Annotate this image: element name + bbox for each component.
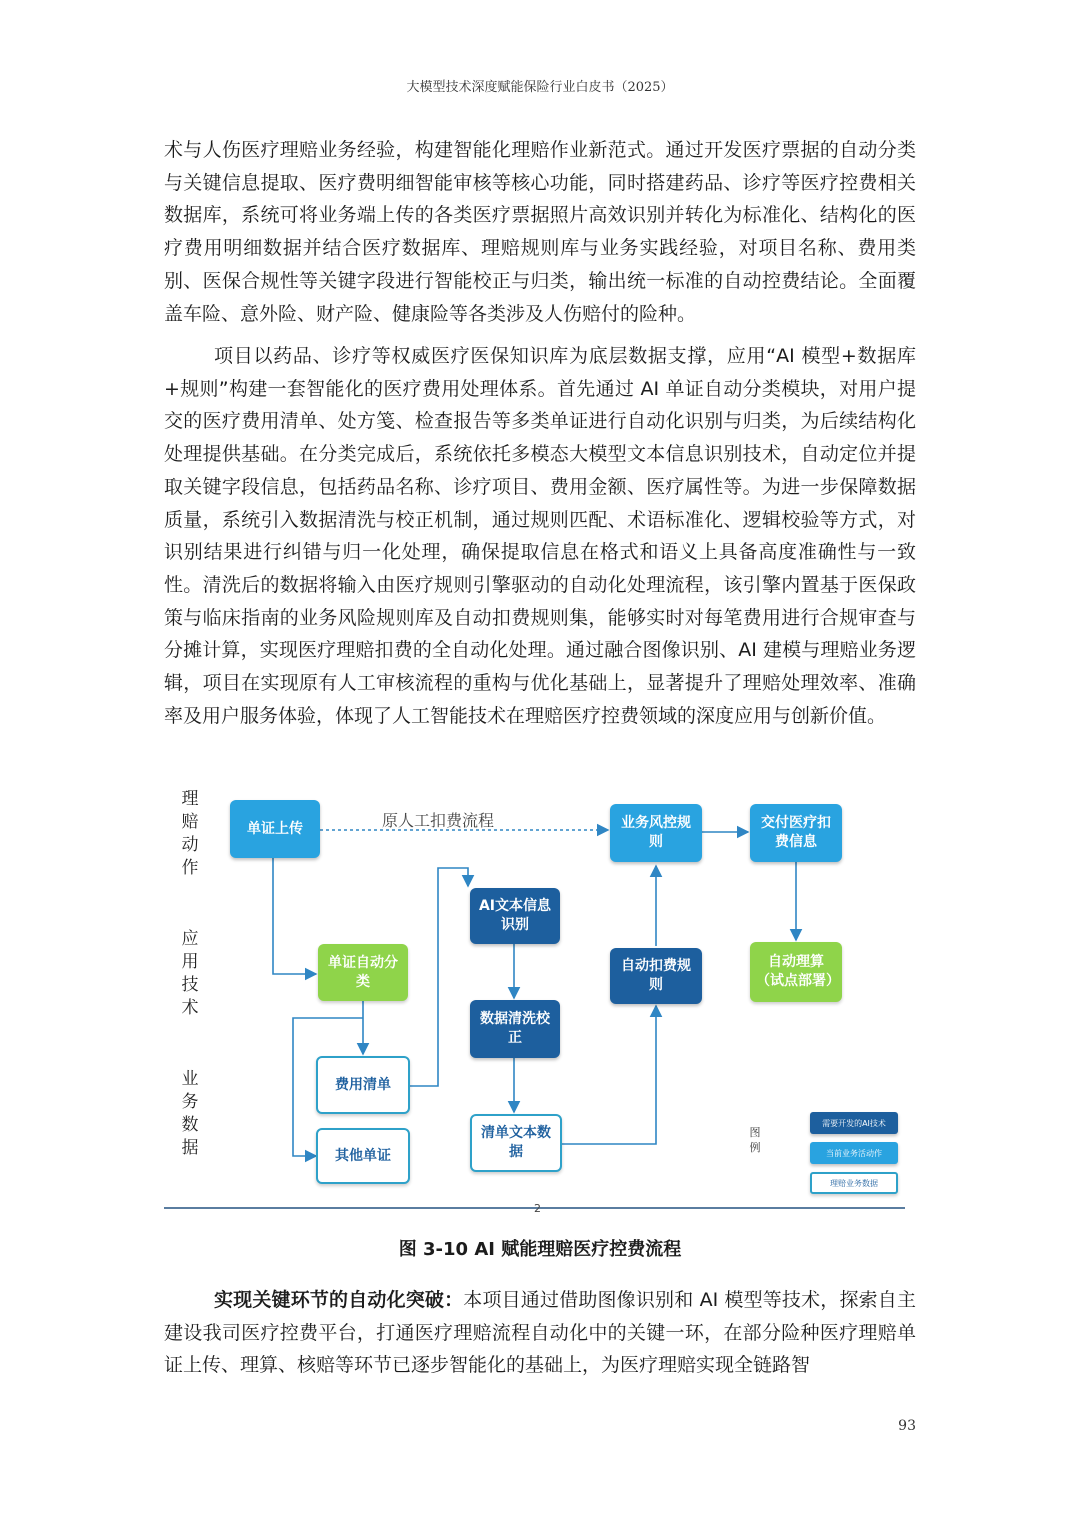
paragraph-3-lead: 实现关键环节的自动化突破： [214, 1289, 464, 1311]
legend-business-data: 理赔业务数据 [810, 1172, 898, 1194]
manual-flow-label: 原人工扣费流程 [382, 811, 495, 830]
figure-small-mark: 2 [534, 1202, 541, 1215]
flow-arrow-fee-aitext [410, 868, 468, 1086]
node-auto-deduction-rules: 自动扣费规则 [610, 948, 702, 1004]
node-other-docs: 其他单证 [316, 1128, 410, 1184]
page-number: 93 [898, 1418, 916, 1434]
node-data-cleaning: 数据清洗校正 [470, 1000, 560, 1058]
flow-arrow-upload-classify [273, 858, 316, 974]
node-text-data: 清单文本数据 [470, 1114, 562, 1172]
node-doc-upload: 单证上传 [230, 800, 320, 858]
node-auto-settlement: 自动理算（试点部署） [750, 942, 842, 1002]
legend-ai-tech: 需要开发的AI技术 [810, 1112, 898, 1134]
node-deliver-deduction: 交付医疗扣费信息 [750, 804, 842, 862]
row-label-tech: 应用技术 [181, 929, 199, 1018]
flow-arrow-textdata-deduct [562, 1006, 656, 1144]
flowchart-figure [160, 780, 920, 1220]
paragraph-3-body: 本项目通过借助图像识别和 AI 模型等技术，探索自主建设我司医疗控费平台，打通医疗理赔流程自动化中的关键一环，在部分险种医疗理赔单证上传、理算、核赔等环节已逐步智能化的基础上，为医疗理赔实现全链路智 [164, 1289, 916, 1377]
node-risk-rules: 业务风控规则 [610, 804, 702, 862]
paragraph-2: 项目以药品、诊疗等权威医疗医保知识库为底层数据支撑，应用“AI 模型+数据库+规则”构建一套智能化的医疗费用处理体系。首先通过 AI 单证自动分类模块，对用户提交的医疗费用清单、处方笺、检查报告等多类单证进行自动化识别与归类，为后续结构化处理提供基础。在分类完成后，系统依托多模态大模型文本信息识别技术，自动定位并提取关键字段信息，包括药品名称、诊疗项目、费用金额、医疗属性等。为进一步保障数据质量，系统引入数据清洗与校正机制，通过规则匹配、术语标准化、逻辑校验等方式，对识别结果进行纠错与归一化处理，确保提取信息在格式和语义上具备高度准确性与一致性。清洗后的数据将输入由医疗规则引擎驱动的自动化处理流程，该引擎内置基于医保政策与临床指南的业务风险规则库及自动扣费规则集，能够实时对每笔费用进行合规审查与分摊计算，实现医疗理赔扣费的全自动化处理。通过融合图像识别、AI 建模与理赔业务逻辑，项目在实现原有人工审核流程的重构与优化基础上，显著提升了理赔处理效率、准确率及用户服务体验，体现了人工智能技术在理赔医疗控费领域的深度应用与创新价值。 [164, 345, 916, 727]
paragraph-1: 术与人伤医疗理赔业务经验，构建智能化理赔作业新范式。通过开发医疗票据的自动分类与关键信息提取、医疗费明细智能审核等核心功能，同时搭建药品、诊疗等医疗控费相关数据库，系统可将业务端上传的各类医疗票据照片高效识别并转化为标准化、结构化的医疗费用明细数据并结合医疗数据库、理赔规则库与业务实践经验，对项目名称、费用类别、医保合规性等关键字段进行智能校正与归类，输出统一标准的自动控费结论。全面覆盖车险、意外险、财产险、健康险等各类涉及人伤赔付的险种。 [164, 139, 916, 325]
running-header: 大模型技术深度赋能保险行业白皮书（2025） [406, 80, 674, 95]
row-label-data: 业务数据 [181, 1069, 199, 1158]
row-label-actions: 理赔动作 [181, 789, 199, 878]
node-ai-text-recognition: AI文本信息识别 [470, 888, 560, 944]
node-doc-classify: 单证自动分类 [318, 944, 408, 1001]
paragraph-3 [164, 1284, 916, 1382]
legend-title: 图例 [749, 1126, 761, 1154]
legend-business-action: 当前业务活动作 [810, 1142, 898, 1164]
node-fee-list: 费用清单 [316, 1056, 410, 1114]
figure-caption: 图 3-10 AI 赋能理赔医疗控费流程 [398, 1239, 682, 1260]
